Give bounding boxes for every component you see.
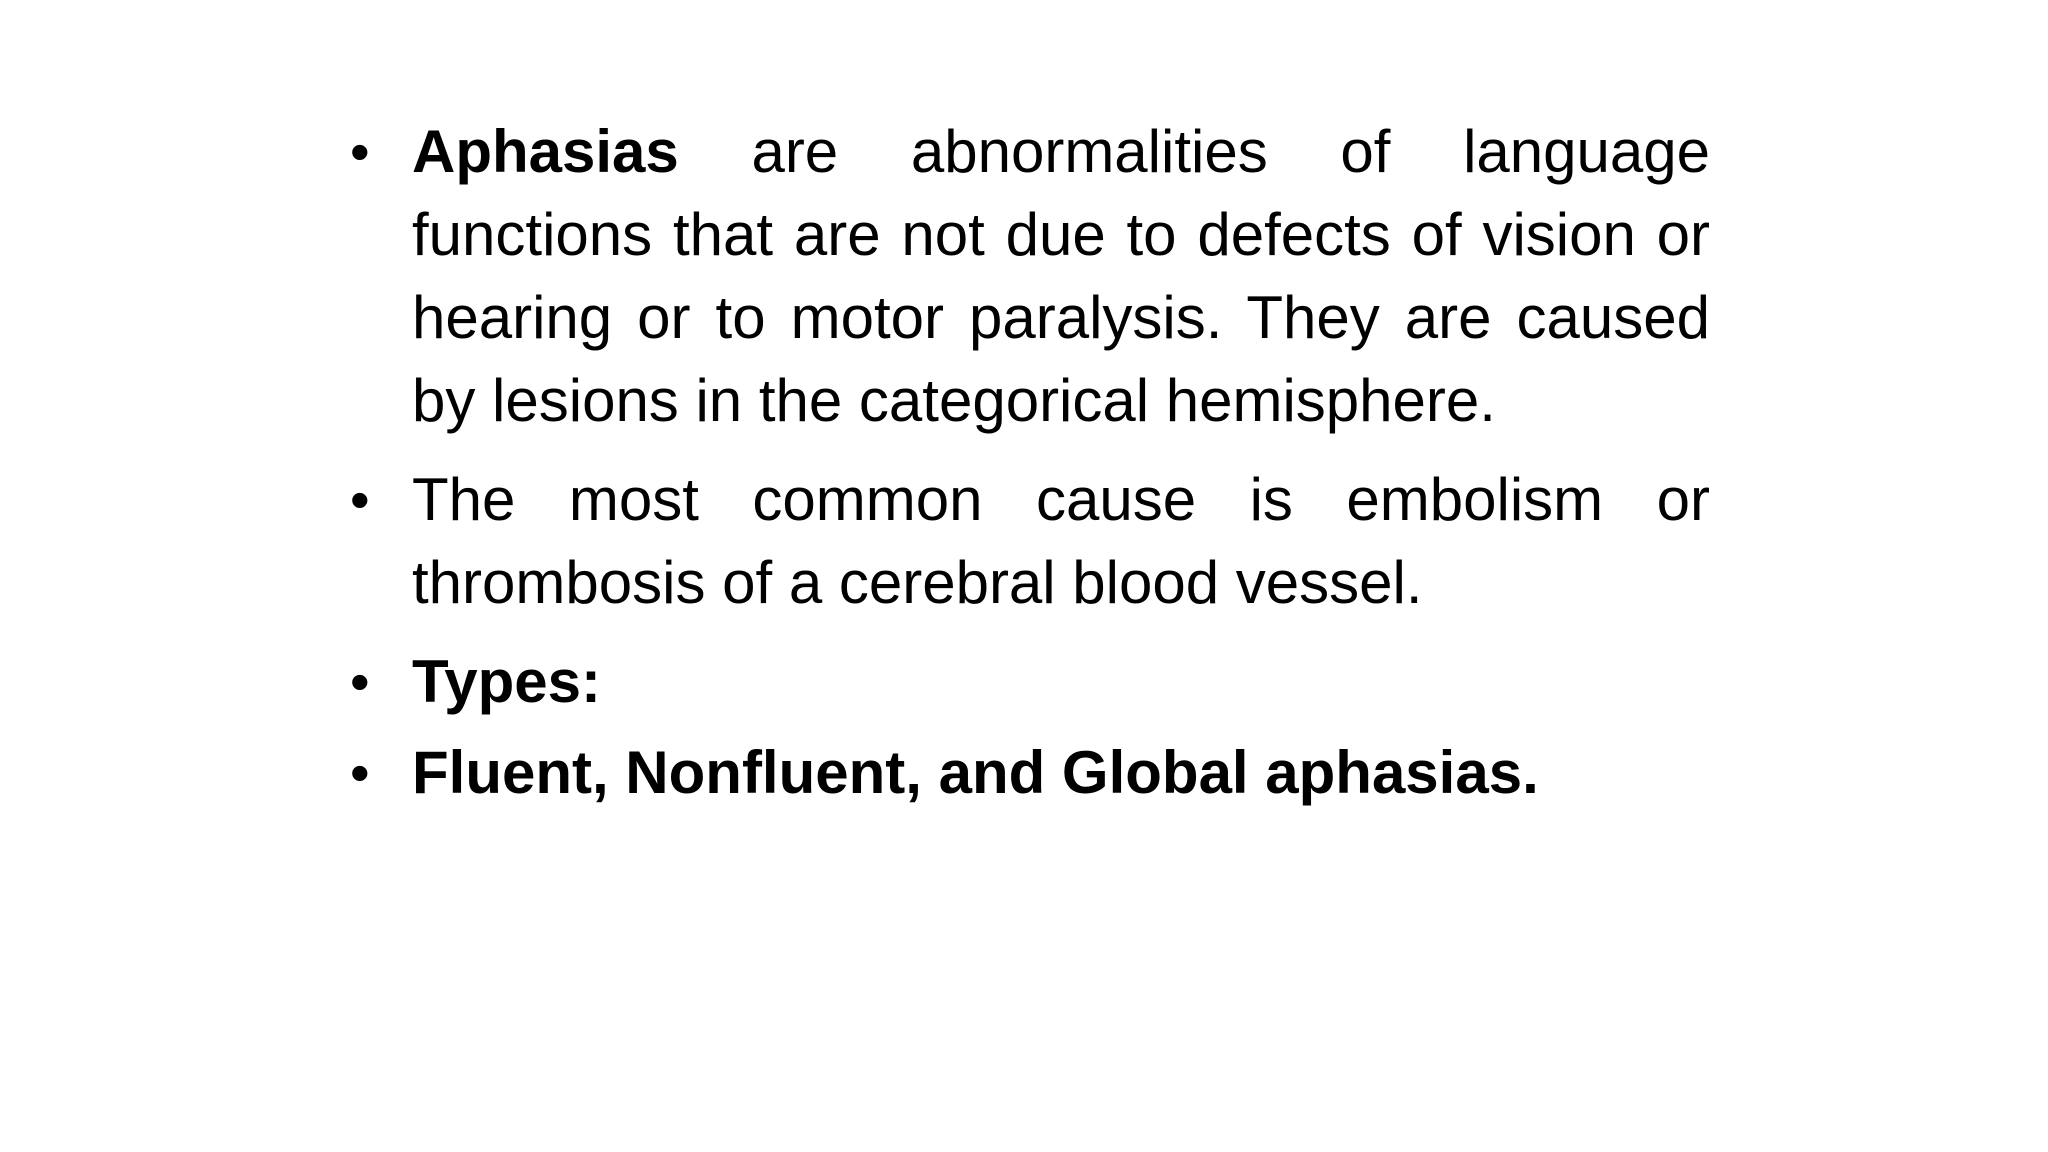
- bullet-dot-icon: •: [350, 650, 370, 713]
- term-aphasias: Aphasias: [412, 118, 679, 185]
- aphasias-definition-text: are abnormalities of language functions that are not due to defects of vision or hearing or to motor paralysis. They are caused by lesions in the categorical hemisphere.: [412, 118, 1710, 434]
- bullet-item-aphasia-types: [350, 731, 1710, 814]
- bullet-list: [350, 110, 1710, 822]
- bullet-item-common-cause: [350, 458, 1710, 624]
- bullet-dot-icon: •: [350, 468, 370, 531]
- types-heading: Types:: [412, 648, 601, 715]
- bullet-item-types-heading: [350, 640, 1710, 723]
- bullet-dot-icon: •: [350, 741, 370, 804]
- bullet-item-aphasias-definition: [350, 110, 1710, 442]
- common-cause-text: The most common cause is embolism or thrombosis of a cerebral blood vessel.: [412, 466, 1710, 616]
- bullet-dot-icon: •: [350, 120, 370, 183]
- aphasia-types-text: Fluent, Nonfluent, and Global aphasias.: [412, 739, 1539, 806]
